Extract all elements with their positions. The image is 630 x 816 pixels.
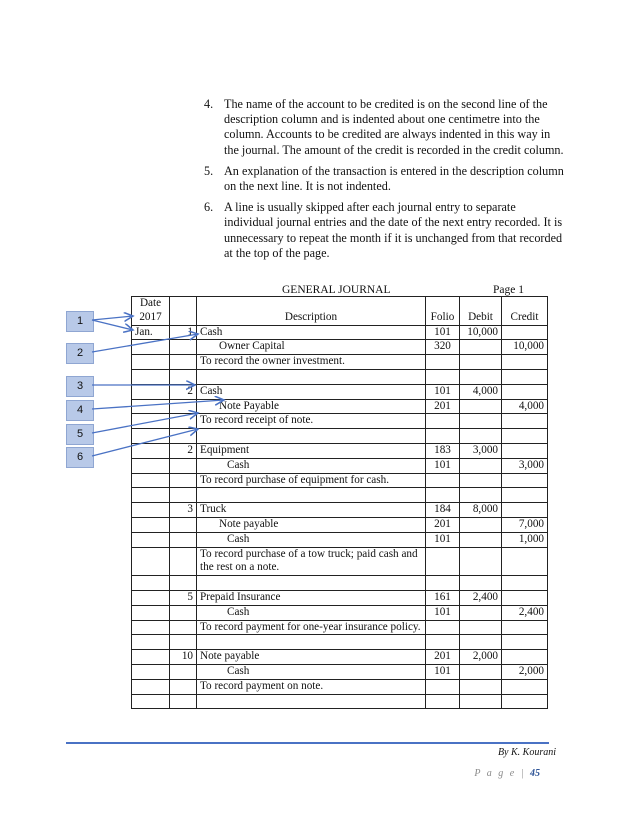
table-row xyxy=(132,694,548,709)
callout-5: 5 xyxy=(66,424,94,445)
table-row xyxy=(132,547,548,576)
table-row xyxy=(132,635,548,650)
table-row xyxy=(132,355,548,370)
cell-folio: 201 xyxy=(426,399,460,414)
list-item: 6. A line is usually skipped after each journal entry to separate individual journal entries and the date of the next entry recorded. It is unnecessary to repeat the month if it is unchanged from that recorded at the top of the page. xyxy=(204,200,563,260)
table-row xyxy=(132,576,548,591)
cell-month xyxy=(132,605,170,620)
cell-day xyxy=(170,473,197,488)
cell-folio: 101 xyxy=(426,458,460,473)
cell-desc: To record the owner investment. xyxy=(197,355,426,370)
cell-credit: 7,000 xyxy=(502,517,548,532)
table-row xyxy=(132,590,548,605)
cell-day xyxy=(170,355,197,370)
cell-folio xyxy=(426,547,460,576)
cell-folio xyxy=(426,488,460,503)
arrow-1a xyxy=(92,316,133,320)
cell-day xyxy=(170,429,197,444)
cell-folio xyxy=(426,429,460,444)
cell-day xyxy=(170,488,197,503)
cell-credit xyxy=(502,679,548,694)
author-credit: By K. Kourani xyxy=(497,747,556,758)
cell-day xyxy=(170,414,197,429)
cell-desc: To record payment for one-year insurance policy. xyxy=(197,620,426,635)
cell-credit xyxy=(502,325,548,340)
cell-folio xyxy=(426,355,460,370)
table-row xyxy=(132,488,548,503)
cell-debit: 2,000 xyxy=(460,650,502,665)
cell-debit xyxy=(460,429,502,444)
cell-month xyxy=(132,369,170,384)
cell-folio: 101 xyxy=(426,664,460,679)
cell-desc: Truck xyxy=(197,503,426,518)
instruction-list xyxy=(200,97,565,267)
cell-debit xyxy=(460,679,502,694)
cell-day xyxy=(170,620,197,635)
cell-debit xyxy=(460,664,502,679)
cell-month xyxy=(132,399,170,414)
cell-month xyxy=(132,384,170,399)
cell-desc: Cash xyxy=(197,325,426,340)
cell-day: 10 xyxy=(170,650,197,665)
cell-debit xyxy=(460,620,502,635)
cell-credit: 2,400 xyxy=(502,605,548,620)
cell-month xyxy=(132,340,170,355)
table-row xyxy=(132,458,548,473)
cell-folio xyxy=(426,620,460,635)
cell-folio: 101 xyxy=(426,384,460,399)
cell-month xyxy=(132,664,170,679)
table-row xyxy=(132,532,548,547)
cell-credit xyxy=(502,473,548,488)
cell-month xyxy=(132,414,170,429)
cell-debit xyxy=(460,369,502,384)
cell-day: 2 xyxy=(170,443,197,458)
cell-day: 3 xyxy=(170,503,197,518)
credit-header: Credit xyxy=(502,297,548,326)
table-row xyxy=(132,399,548,414)
cell-credit: 10,000 xyxy=(502,340,548,355)
callout-4: 4 xyxy=(66,400,94,421)
cell-folio: 161 xyxy=(426,590,460,605)
cell-folio xyxy=(426,369,460,384)
cell-day xyxy=(170,576,197,591)
cell-folio xyxy=(426,679,460,694)
cell-month xyxy=(132,650,170,665)
cell-desc xyxy=(197,576,426,591)
cell-credit xyxy=(502,384,548,399)
general-journal-table xyxy=(131,296,548,709)
cell-day xyxy=(170,605,197,620)
cell-day xyxy=(170,635,197,650)
cell-month xyxy=(132,679,170,694)
table-row xyxy=(132,620,548,635)
cell-credit xyxy=(502,414,548,429)
cell-folio xyxy=(426,414,460,429)
table-row xyxy=(132,664,548,679)
cell-desc: Prepaid Insurance xyxy=(197,590,426,605)
cell-credit xyxy=(502,488,548,503)
cell-desc: Note Payable xyxy=(197,399,426,414)
cell-day xyxy=(170,679,197,694)
cell-month xyxy=(132,635,170,650)
cell-debit xyxy=(460,458,502,473)
cell-debit xyxy=(460,399,502,414)
cell-desc: Note payable xyxy=(197,517,426,532)
cell-desc: Cash xyxy=(197,664,426,679)
page-number: P a g e | 45 xyxy=(474,768,540,779)
cell-day xyxy=(170,694,197,709)
cell-debit xyxy=(460,694,502,709)
table-row xyxy=(132,650,548,665)
cell-credit: 3,000 xyxy=(502,458,548,473)
cell-credit xyxy=(502,694,548,709)
cell-debit xyxy=(460,473,502,488)
cell-desc: To record receipt of note. xyxy=(197,414,426,429)
description-header: Description xyxy=(197,297,426,326)
cell-desc xyxy=(197,369,426,384)
cell-desc xyxy=(197,429,426,444)
cell-debit: 3,000 xyxy=(460,443,502,458)
cell-desc: Owner Capital xyxy=(197,340,426,355)
cell-folio: 184 xyxy=(426,503,460,518)
cell-folio: 101 xyxy=(426,605,460,620)
cell-credit xyxy=(502,443,548,458)
cell-credit xyxy=(502,369,548,384)
cell-debit xyxy=(460,635,502,650)
cell-desc xyxy=(197,488,426,503)
cell-day xyxy=(170,369,197,384)
cell-desc: To record purchase of equipment for cash. xyxy=(197,473,426,488)
debit-header: Debit xyxy=(460,297,502,326)
footer-rule xyxy=(66,742,549,744)
table-row xyxy=(132,340,548,355)
table-row xyxy=(132,605,548,620)
cell-month xyxy=(132,590,170,605)
arrow-1b xyxy=(92,320,133,330)
cell-desc xyxy=(197,635,426,650)
cell-month xyxy=(132,620,170,635)
cell-debit xyxy=(460,355,502,370)
date-header: Date 2017 xyxy=(132,297,170,326)
cell-month xyxy=(132,488,170,503)
cell-desc: Cash xyxy=(197,458,426,473)
cell-month xyxy=(132,517,170,532)
cell-credit xyxy=(502,547,548,576)
cell-debit: 8,000 xyxy=(460,503,502,518)
cell-day: 2 xyxy=(170,384,197,399)
cell-month xyxy=(132,473,170,488)
cell-month xyxy=(132,503,170,518)
cell-month xyxy=(132,576,170,591)
cell-debit: 10,000 xyxy=(460,325,502,340)
cell-debit: 4,000 xyxy=(460,384,502,399)
cell-folio: 101 xyxy=(426,325,460,340)
table-row xyxy=(132,429,548,444)
cell-credit xyxy=(502,503,548,518)
cell-folio xyxy=(426,576,460,591)
cell-month: Jan. xyxy=(132,325,170,340)
cell-debit xyxy=(460,414,502,429)
cell-folio: 183 xyxy=(426,443,460,458)
cell-month xyxy=(132,443,170,458)
cell-desc: Note payable xyxy=(197,650,426,665)
table-row xyxy=(132,384,548,399)
cell-day xyxy=(170,458,197,473)
cell-credit xyxy=(502,429,548,444)
table-row xyxy=(132,414,548,429)
cell-folio: 101 xyxy=(426,532,460,547)
journal-title: GENERAL JOURNAL xyxy=(282,284,391,296)
cell-debit xyxy=(460,488,502,503)
cell-credit xyxy=(502,650,548,665)
cell-day xyxy=(170,547,197,576)
cell-folio: 201 xyxy=(426,517,460,532)
cell-desc: Cash xyxy=(197,532,426,547)
cell-folio xyxy=(426,635,460,650)
cell-credit: 4,000 xyxy=(502,399,548,414)
cell-month xyxy=(132,429,170,444)
cell-desc: To record purchase of a tow truck; paid cash and the rest on a note. xyxy=(197,547,426,576)
table-row xyxy=(132,517,548,532)
cell-desc xyxy=(197,694,426,709)
cell-debit xyxy=(460,547,502,576)
cell-day: 5 xyxy=(170,590,197,605)
table-row xyxy=(132,679,548,694)
callout-1: 1 xyxy=(66,311,94,332)
cell-debit xyxy=(460,576,502,591)
cell-folio: 201 xyxy=(426,650,460,665)
cell-month xyxy=(132,532,170,547)
cell-debit xyxy=(460,532,502,547)
table-row xyxy=(132,325,548,340)
table-header-row xyxy=(132,297,548,326)
cell-day xyxy=(170,517,197,532)
cell-credit: 2,000 xyxy=(502,664,548,679)
table-row xyxy=(132,473,548,488)
cell-credit xyxy=(502,576,548,591)
cell-credit xyxy=(502,355,548,370)
cell-month xyxy=(132,547,170,576)
cell-desc: Equipment xyxy=(197,443,426,458)
list-item: 5. An explanation of the transaction is entered in the description column on the next line. It is not indented. xyxy=(204,163,564,194)
cell-desc: Cash xyxy=(197,605,426,620)
folio-header: Folio xyxy=(426,297,460,326)
cell-folio xyxy=(426,473,460,488)
table-row xyxy=(132,443,548,458)
cell-day: 1 xyxy=(170,325,197,340)
cell-month xyxy=(132,355,170,370)
cell-day xyxy=(170,664,197,679)
cell-desc: Cash xyxy=(197,384,426,399)
callout-3: 3 xyxy=(66,376,94,397)
cell-day xyxy=(170,340,197,355)
journal-page-label: Page 1 xyxy=(493,284,524,296)
cell-credit: 1,000 xyxy=(502,532,548,547)
callout-6: 6 xyxy=(66,447,94,468)
table-row xyxy=(132,503,548,518)
cell-credit xyxy=(502,620,548,635)
callout-2: 2 xyxy=(66,343,94,364)
list-item: 4. The name of the account to be credited is on the second line of the description column and is indented about one centimetre into the column. Accounts to be credited are always indented in this way in the journal. The amount of the credit is recorded in the credit column. xyxy=(204,97,564,157)
cell-month xyxy=(132,458,170,473)
cell-month xyxy=(132,694,170,709)
cell-desc: To record payment on note. xyxy=(197,679,426,694)
table-row xyxy=(132,369,548,384)
cell-folio xyxy=(426,694,460,709)
cell-day xyxy=(170,399,197,414)
cell-folio: 320 xyxy=(426,340,460,355)
cell-debit xyxy=(460,340,502,355)
cell-debit xyxy=(460,517,502,532)
cell-debit: 2,400 xyxy=(460,590,502,605)
cell-credit xyxy=(502,635,548,650)
cell-day xyxy=(170,532,197,547)
cell-credit xyxy=(502,590,548,605)
cell-debit xyxy=(460,605,502,620)
